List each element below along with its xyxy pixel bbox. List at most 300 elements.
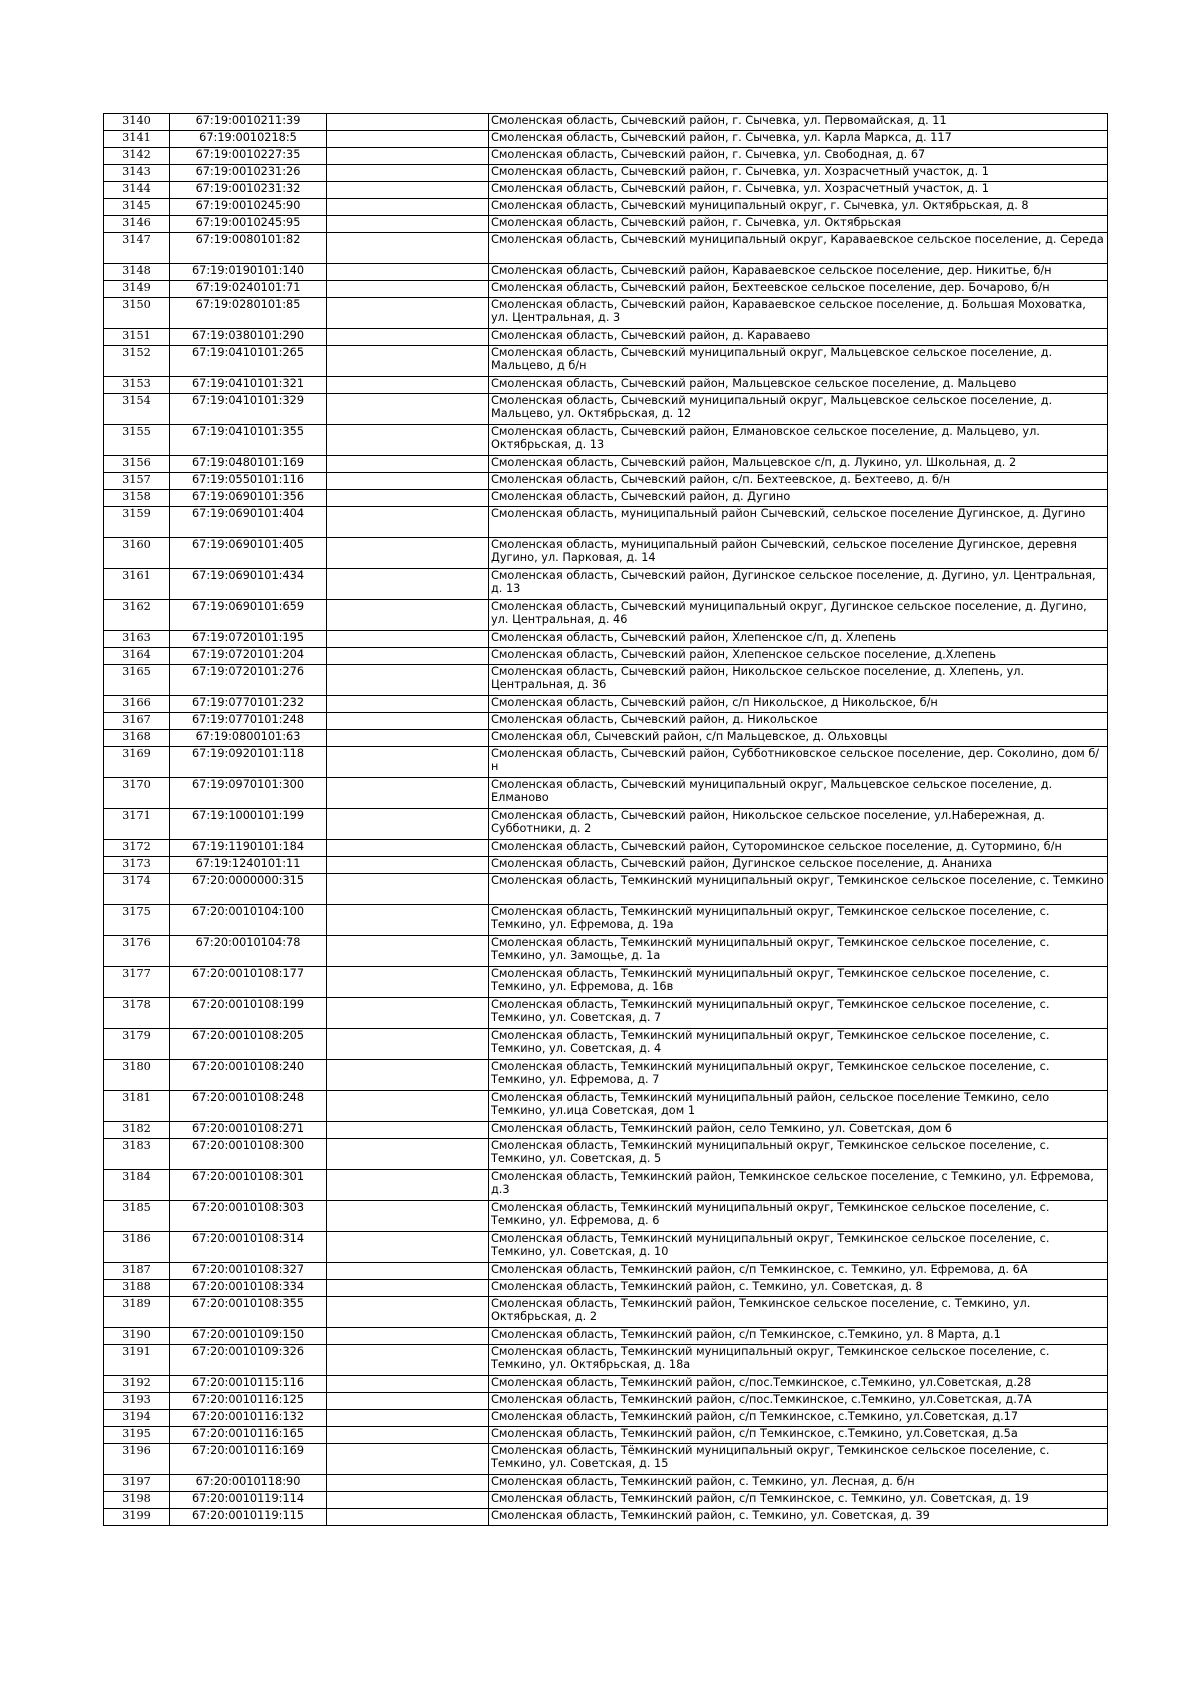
address-cell: Смоленская область, Сычевский район, д. Никольское bbox=[489, 713, 1108, 730]
empty-cell bbox=[327, 233, 489, 264]
address-cell: Смоленская область, Темкинский район, Темкинское сельское поселение, с Темкино, ул. Ефремова, д.3 bbox=[489, 1170, 1108, 1201]
table-row bbox=[104, 967, 1108, 998]
cadastral-number-cell: 67:19:0280101:85 bbox=[170, 298, 327, 329]
empty-cell bbox=[327, 538, 489, 569]
cadastral-number-cell: 67:19:1000101:199 bbox=[170, 809, 327, 840]
address-cell: Смоленская область, Темкинский муниципальный округ, Темкинское сельское поселение, с. Темкино, ул. Советская, д. 10 bbox=[489, 1232, 1108, 1263]
cadastral-number-cell: 67:19:0010245:95 bbox=[170, 216, 327, 233]
address-cell: Смоленская область, Сычевский муниципальный округ, Караваевское сельское поселение, д. Середа bbox=[489, 233, 1108, 264]
empty-cell bbox=[327, 1029, 489, 1060]
row-number-cell: 3165 bbox=[104, 665, 170, 696]
cadastral-number-cell: 67:20:0010108:303 bbox=[170, 1201, 327, 1232]
address-cell: Смоленская область, Сычевский район, Елмановское сельское поселение, д. Мальцево, ул. Октябрьская, д. 13 bbox=[489, 425, 1108, 456]
address-cell: Смоленская область, муниципальный район Сычевский, сельское поселение Дугинское, д. Дугино bbox=[489, 507, 1108, 538]
row-number-cell: 3161 bbox=[104, 569, 170, 600]
empty-cell bbox=[327, 1444, 489, 1475]
empty-cell bbox=[327, 967, 489, 998]
empty-cell bbox=[327, 377, 489, 394]
address-cell: Смоленская область, Сычевский муниципальный округ, г. Сычевка, ул. Октябрьская, д. 8 bbox=[489, 199, 1108, 216]
row-number-cell: 3183 bbox=[104, 1139, 170, 1170]
row-number-cell: 3172 bbox=[104, 840, 170, 857]
table-row bbox=[104, 1263, 1108, 1280]
table-row bbox=[104, 713, 1108, 730]
row-number-cell: 3167 bbox=[104, 713, 170, 730]
cadastral-number-cell: 67:20:0010116:125 bbox=[170, 1393, 327, 1410]
cadastral-number-cell: 67:19:1190101:184 bbox=[170, 840, 327, 857]
row-number-cell: 3177 bbox=[104, 967, 170, 998]
table-row bbox=[104, 809, 1108, 840]
row-number-cell: 3158 bbox=[104, 490, 170, 507]
table-row bbox=[104, 1060, 1108, 1091]
row-number-cell: 3190 bbox=[104, 1328, 170, 1345]
cadastral-number-cell: 67:19:0240101:71 bbox=[170, 281, 327, 298]
row-number-cell: 3199 bbox=[104, 1509, 170, 1526]
address-cell: Смоленская область, Сычевский район, г. Сычевка, ул. Октябрьская bbox=[489, 216, 1108, 233]
table-row bbox=[104, 1122, 1108, 1139]
empty-cell bbox=[327, 1139, 489, 1170]
empty-cell bbox=[327, 1297, 489, 1328]
empty-cell bbox=[327, 730, 489, 747]
cadastral-number-cell: 67:20:0010104:78 bbox=[170, 936, 327, 967]
cadastral-number-cell: 67:20:0010108:205 bbox=[170, 1029, 327, 1060]
address-cell: Смоленская область, Сычевский район, Караваевское сельское поселение, дер. Никитье, б/н bbox=[489, 264, 1108, 281]
row-number-cell: 3197 bbox=[104, 1475, 170, 1492]
empty-cell bbox=[327, 600, 489, 631]
cadastral-number-cell: 67:19:0010227:35 bbox=[170, 148, 327, 165]
empty-cell bbox=[327, 507, 489, 538]
table-row bbox=[104, 1201, 1108, 1232]
row-number-cell: 3186 bbox=[104, 1232, 170, 1263]
cadastral-number-cell: 67:20:0010109:326 bbox=[170, 1345, 327, 1376]
table-row bbox=[104, 1328, 1108, 1345]
address-cell: Смоленская область, Сычевский район, Бехтеевское сельское поселение, дер. Бочарово, б/н bbox=[489, 281, 1108, 298]
cadastral-number-cell: 67:20:0010119:115 bbox=[170, 1509, 327, 1526]
table-row bbox=[104, 507, 1108, 538]
row-number-cell: 3142 bbox=[104, 148, 170, 165]
cadastral-number-cell: 67:20:0010109:150 bbox=[170, 1328, 327, 1345]
cadastral-number-cell: 67:20:0010118:90 bbox=[170, 1475, 327, 1492]
row-number-cell: 3179 bbox=[104, 1029, 170, 1060]
cadastral-number-cell: 67:19:0010231:26 bbox=[170, 165, 327, 182]
address-cell: Смоленская область, Сычевский район, Хлепенское сельское поселение, д.Хлепень bbox=[489, 648, 1108, 665]
cadastral-number-cell: 67:20:0010115:116 bbox=[170, 1376, 327, 1393]
row-number-cell: 3147 bbox=[104, 233, 170, 264]
cadastral-number-cell: 67:19:0010245:90 bbox=[170, 199, 327, 216]
table-row bbox=[104, 490, 1108, 507]
cadastral-number-cell: 67:19:0410101:329 bbox=[170, 394, 327, 425]
row-number-cell: 3168 bbox=[104, 730, 170, 747]
table-row bbox=[104, 1427, 1108, 1444]
table-row bbox=[104, 281, 1108, 298]
table-row bbox=[104, 131, 1108, 148]
empty-cell bbox=[327, 713, 489, 730]
cadastral-number-cell: 67:20:0010108:355 bbox=[170, 1297, 327, 1328]
table-row bbox=[104, 648, 1108, 665]
row-number-cell: 3198 bbox=[104, 1492, 170, 1509]
address-cell: Смоленская область, Сычевский район, г. Сычевка, ул. Свободная, д. 67 bbox=[489, 148, 1108, 165]
row-number-cell: 3178 bbox=[104, 998, 170, 1029]
address-cell: Смоленская область, Сычевский район, Мальцевское с/п, д. Лукино, ул. Школьная, д. 2 bbox=[489, 456, 1108, 473]
empty-cell bbox=[327, 216, 489, 233]
address-cell: Смоленская область, Сычевский район, г. Сычевка, ул. Хозрасчетный участок, д. 1 bbox=[489, 165, 1108, 182]
row-number-cell: 3160 bbox=[104, 538, 170, 569]
row-number-cell: 3140 bbox=[104, 114, 170, 131]
address-cell: Смоленская область, Сычевский муниципальный округ, Мальцевское сельское поселение, д. Мальцево, д б/н bbox=[489, 346, 1108, 377]
cadastral-number-cell: 67:19:0410101:355 bbox=[170, 425, 327, 456]
row-number-cell: 3196 bbox=[104, 1444, 170, 1475]
row-number-cell: 3195 bbox=[104, 1427, 170, 1444]
empty-cell bbox=[327, 456, 489, 473]
row-number-cell: 3152 bbox=[104, 346, 170, 377]
address-cell: Смоленская область, Темкинский район, с/п Темкинское, с.Темкино, ул. 8 Марта, д.1 bbox=[489, 1328, 1108, 1345]
cadastral-number-cell: 67:20:0010119:114 bbox=[170, 1492, 327, 1509]
empty-cell bbox=[327, 1475, 489, 1492]
address-cell: Смоленская область, Темкинский муниципальный округ, Темкинское сельское поселение, с. Темкино, ул. Октябрьская, д. 18а bbox=[489, 1345, 1108, 1376]
empty-cell bbox=[327, 1280, 489, 1297]
address-cell: Смоленская область, Сычевский район, г. Сычевка, ул. Карла Маркса, д. 117 bbox=[489, 131, 1108, 148]
empty-cell bbox=[327, 874, 489, 905]
row-number-cell: 3194 bbox=[104, 1410, 170, 1427]
row-number-cell: 3151 bbox=[104, 329, 170, 346]
row-number-cell: 3150 bbox=[104, 298, 170, 329]
property-registry-table bbox=[103, 113, 1108, 1526]
cadastral-number-cell: 67:19:0770101:232 bbox=[170, 696, 327, 713]
table-row bbox=[104, 199, 1108, 216]
empty-cell bbox=[327, 1427, 489, 1444]
empty-cell bbox=[327, 1060, 489, 1091]
table-row bbox=[104, 298, 1108, 329]
row-number-cell: 3185 bbox=[104, 1201, 170, 1232]
cadastral-number-cell: 67:19:1240101:11 bbox=[170, 857, 327, 874]
address-cell: Смоленская область, Темкинский муниципальный округ, Темкинское сельское поселение, с. Темкино, ул. Советская, д. 5 bbox=[489, 1139, 1108, 1170]
empty-cell bbox=[327, 490, 489, 507]
empty-cell bbox=[327, 148, 489, 165]
address-cell: Смоленская область, Темкинский муниципальный округ, Темкинское сельское поселение, с. Темкино, ул. Замощье, д. 1а bbox=[489, 936, 1108, 967]
address-cell: Смоленская область, Сычевский район, г. Сычевка, ул. Хозрасчетный участок, д. 1 bbox=[489, 182, 1108, 199]
address-cell: Смоленская область, Сычевский район, Хлепенское с/п, д. Хлепень bbox=[489, 631, 1108, 648]
cadastral-number-cell: 67:20:0010108:314 bbox=[170, 1232, 327, 1263]
table-row bbox=[104, 182, 1108, 199]
empty-cell bbox=[327, 346, 489, 377]
table-row bbox=[104, 1475, 1108, 1492]
empty-cell bbox=[327, 631, 489, 648]
cadastral-number-cell: 67:20:0010108:271 bbox=[170, 1122, 327, 1139]
address-cell: Смоленская область, Сычевский муниципальный округ, Мальцевское сельское поселение, д. Мальцево, ул. Октябрьская, д. 12 bbox=[489, 394, 1108, 425]
empty-cell bbox=[327, 1492, 489, 1509]
table-row bbox=[104, 874, 1108, 905]
address-cell: Смоленская область, Темкинский район, с/п Темкинское, с. Темкино, ул. Ефремова, д. 6А bbox=[489, 1263, 1108, 1280]
address-cell: Смоленская область, Сычевский район, д. Караваево bbox=[489, 329, 1108, 346]
table-row bbox=[104, 114, 1108, 131]
table-row bbox=[104, 730, 1108, 747]
table-row bbox=[104, 1091, 1108, 1122]
empty-cell bbox=[327, 264, 489, 281]
address-cell: Смоленская область, Темкинский район, с/пос.Темкинское, с.Темкино, ул.Советская, д.28 bbox=[489, 1376, 1108, 1393]
address-cell: Смоленская область, Темкинский район, с. Темкино, ул. Советская, д. 39 bbox=[489, 1509, 1108, 1526]
row-number-cell: 3144 bbox=[104, 182, 170, 199]
empty-cell bbox=[327, 857, 489, 874]
row-number-cell: 3143 bbox=[104, 165, 170, 182]
cadastral-number-cell: 67:20:0010108:334 bbox=[170, 1280, 327, 1297]
address-cell: Смоленская область, Сычевский район, с/п Никольское, д Никольское, б/н bbox=[489, 696, 1108, 713]
address-cell: Смоленская область, муниципальный район Сычевский, сельское поселение Дугинское, деревня Дугино, ул. Парковая, д. 14 bbox=[489, 538, 1108, 569]
cadastral-number-cell: 67:19:0720101:204 bbox=[170, 648, 327, 665]
address-cell: Смоленская область, Сычевский район, Дугинское сельское поселение, д. Ананиха bbox=[489, 857, 1108, 874]
table-row bbox=[104, 600, 1108, 631]
cadastral-number-cell: 67:19:0920101:118 bbox=[170, 747, 327, 778]
address-cell: Смоленская область, Тёмкинский муниципальный округ, Темкинское сельское поселение, с. Темкино, ул. Советская, д. 15 bbox=[489, 1444, 1108, 1475]
empty-cell bbox=[327, 665, 489, 696]
table-row bbox=[104, 1029, 1108, 1060]
row-number-cell: 3193 bbox=[104, 1393, 170, 1410]
empty-cell bbox=[327, 1376, 489, 1393]
address-cell: Смоленская область, Темкинский район, с/п Темкинское, с.Темкино, ул.Советская, д.17 bbox=[489, 1410, 1108, 1427]
cadastral-number-cell: 67:20:0010108:240 bbox=[170, 1060, 327, 1091]
address-cell: Смоленская область, Темкинский район, село Темкино, ул. Советская, дом 6 bbox=[489, 1122, 1108, 1139]
address-cell: Смоленская область, Сычевский район, с/п. Бехтеевское, д. Бехтеево, д. б/н bbox=[489, 473, 1108, 490]
address-cell: Смоленская область, Сычевский район, г. Сычевка, ул. Первомайская, д. 11 bbox=[489, 114, 1108, 131]
address-cell: Смоленская область, Сычевский район, Никольское сельское поселение, ул.Набережная, д. Субботники, д. 2 bbox=[489, 809, 1108, 840]
empty-cell bbox=[327, 809, 489, 840]
row-number-cell: 3157 bbox=[104, 473, 170, 490]
table-row bbox=[104, 569, 1108, 600]
row-number-cell: 3175 bbox=[104, 905, 170, 936]
row-number-cell: 3184 bbox=[104, 1170, 170, 1201]
address-cell: Смоленская область, Сычевский район, Караваевское сельское поселение, д. Большая Моховатка, ул. Центральная, д. 3 bbox=[489, 298, 1108, 329]
address-cell: Смоленская область, Темкинский район, с/п Темкинское, с.Темкино, ул.Советская, д.5а bbox=[489, 1427, 1108, 1444]
empty-cell bbox=[327, 281, 489, 298]
empty-cell bbox=[327, 165, 489, 182]
row-number-cell: 3181 bbox=[104, 1091, 170, 1122]
row-number-cell: 3153 bbox=[104, 377, 170, 394]
row-number-cell: 3192 bbox=[104, 1376, 170, 1393]
empty-cell bbox=[327, 998, 489, 1029]
table-row bbox=[104, 1232, 1108, 1263]
cadastral-number-cell: 67:19:0690101:404 bbox=[170, 507, 327, 538]
table-row bbox=[104, 840, 1108, 857]
empty-cell bbox=[327, 131, 489, 148]
table-row bbox=[104, 538, 1108, 569]
cadastral-number-cell: 67:19:0800101:63 bbox=[170, 730, 327, 747]
table-row bbox=[104, 456, 1108, 473]
row-number-cell: 3180 bbox=[104, 1060, 170, 1091]
row-number-cell: 3173 bbox=[104, 857, 170, 874]
address-cell: Смоленская обл, Сычевский район, с/п Мальцевское, д. Ольховцы bbox=[489, 730, 1108, 747]
cadastral-number-cell: 67:19:0380101:290 bbox=[170, 329, 327, 346]
empty-cell bbox=[327, 569, 489, 600]
cadastral-number-cell: 67:20:0010108:248 bbox=[170, 1091, 327, 1122]
empty-cell bbox=[327, 298, 489, 329]
row-number-cell: 3148 bbox=[104, 264, 170, 281]
row-number-cell: 3176 bbox=[104, 936, 170, 967]
table-row bbox=[104, 377, 1108, 394]
table-row bbox=[104, 936, 1108, 967]
address-cell: Смоленская область, Сычевский район, Сутороминское сельское поселение, д. Сутормино, б/н bbox=[489, 840, 1108, 857]
table-row bbox=[104, 905, 1108, 936]
table-row bbox=[104, 1509, 1108, 1526]
address-cell: Смоленская область, Сычевский район, Никольское сельское поселение, д. Хлепень, ул. Центральная, д. 36 bbox=[489, 665, 1108, 696]
empty-cell bbox=[327, 1201, 489, 1232]
address-cell: Смоленская область, Сычевский район, Мальцевское сельское поселение, д. Мальцево bbox=[489, 377, 1108, 394]
cadastral-number-cell: 67:20:0000000:315 bbox=[170, 874, 327, 905]
empty-cell bbox=[327, 936, 489, 967]
address-cell: Смоленская область, Сычевский район, Субботниковское сельское поселение, дер. Соколино, дом б/н bbox=[489, 747, 1108, 778]
table-row bbox=[104, 696, 1108, 713]
empty-cell bbox=[327, 1509, 489, 1526]
table-row bbox=[104, 998, 1108, 1029]
row-number-cell: 3141 bbox=[104, 131, 170, 148]
empty-cell bbox=[327, 473, 489, 490]
empty-cell bbox=[327, 394, 489, 425]
row-number-cell: 3155 bbox=[104, 425, 170, 456]
table-row bbox=[104, 778, 1108, 809]
table-row bbox=[104, 1297, 1108, 1328]
row-number-cell: 3169 bbox=[104, 747, 170, 778]
address-cell: Смоленская область, Темкинский муниципальный округ, Темкинское сельское поселение, с. Темкино bbox=[489, 874, 1108, 905]
empty-cell bbox=[327, 425, 489, 456]
cadastral-number-cell: 67:20:0010104:100 bbox=[170, 905, 327, 936]
address-cell: Смоленская область, Сычевский район, д. Дугино bbox=[489, 490, 1108, 507]
address-cell: Смоленская область, Темкинский район, с/пос.Темкинское, с.Темкино, ул.Советская, д.7А bbox=[489, 1393, 1108, 1410]
cadastral-number-cell: 67:20:0010108:327 bbox=[170, 1263, 327, 1280]
cadastral-number-cell: 67:19:0720101:195 bbox=[170, 631, 327, 648]
cadastral-number-cell: 67:19:0080101:82 bbox=[170, 233, 327, 264]
table-row bbox=[104, 1492, 1108, 1509]
table-row bbox=[104, 473, 1108, 490]
cadastral-number-cell: 67:19:0690101:405 bbox=[170, 538, 327, 569]
row-number-cell: 3146 bbox=[104, 216, 170, 233]
cadastral-number-cell: 67:19:0410101:321 bbox=[170, 377, 327, 394]
address-cell: Смоленская область, Темкинский муниципальный округ, Темкинское сельское поселение, с. Темкино, ул. Ефремова, д. 7 bbox=[489, 1060, 1108, 1091]
address-cell: Смоленская область, Темкинский муниципальный округ, Темкинское сельское поселение, с. Темкино, ул. Советская, д. 4 bbox=[489, 1029, 1108, 1060]
empty-cell bbox=[327, 1345, 489, 1376]
cadastral-number-cell: 67:20:0010108:177 bbox=[170, 967, 327, 998]
cadastral-number-cell: 67:19:0010231:32 bbox=[170, 182, 327, 199]
empty-cell bbox=[327, 1170, 489, 1201]
table-row bbox=[104, 1444, 1108, 1475]
empty-cell bbox=[327, 905, 489, 936]
cadastral-number-cell: 67:20:0010116:165 bbox=[170, 1427, 327, 1444]
cadastral-number-cell: 67:19:0010211:39 bbox=[170, 114, 327, 131]
table-row bbox=[104, 233, 1108, 264]
empty-cell bbox=[327, 840, 489, 857]
cadastral-number-cell: 67:19:0690101:659 bbox=[170, 600, 327, 631]
table-row bbox=[104, 1170, 1108, 1201]
empty-cell bbox=[327, 1263, 489, 1280]
empty-cell bbox=[327, 1328, 489, 1345]
row-number-cell: 3189 bbox=[104, 1297, 170, 1328]
table-row bbox=[104, 1376, 1108, 1393]
table-row bbox=[104, 631, 1108, 648]
empty-cell bbox=[327, 747, 489, 778]
empty-cell bbox=[327, 648, 489, 665]
row-number-cell: 3188 bbox=[104, 1280, 170, 1297]
cadastral-number-cell: 67:19:0010218:5 bbox=[170, 131, 327, 148]
row-number-cell: 3182 bbox=[104, 1122, 170, 1139]
table-row bbox=[104, 165, 1108, 182]
empty-cell bbox=[327, 1393, 489, 1410]
table-row bbox=[104, 329, 1108, 346]
cadastral-number-cell: 67:19:0410101:265 bbox=[170, 346, 327, 377]
address-cell: Смоленская область, Сычевский район, Дугинское сельское поселение, д. Дугино, ул. Центральная, д. 13 bbox=[489, 569, 1108, 600]
empty-cell bbox=[327, 182, 489, 199]
empty-cell bbox=[327, 1410, 489, 1427]
row-number-cell: 3164 bbox=[104, 648, 170, 665]
empty-cell bbox=[327, 696, 489, 713]
address-cell: Смоленская область, Темкинский район, с. Темкино, ул. Советская, д. 8 bbox=[489, 1280, 1108, 1297]
table-row bbox=[104, 346, 1108, 377]
row-number-cell: 3154 bbox=[104, 394, 170, 425]
row-number-cell: 3162 bbox=[104, 600, 170, 631]
address-cell: Смоленская область, Темкинский район, Темкинское сельское поселение, с. Темкино, ул. Октябрьская, д. 2 bbox=[489, 1297, 1108, 1328]
empty-cell bbox=[327, 114, 489, 131]
row-number-cell: 3156 bbox=[104, 456, 170, 473]
empty-cell bbox=[327, 1091, 489, 1122]
cadastral-number-cell: 67:20:0010108:300 bbox=[170, 1139, 327, 1170]
row-number-cell: 3149 bbox=[104, 281, 170, 298]
cadastral-number-cell: 67:19:0720101:276 bbox=[170, 665, 327, 696]
table-row bbox=[104, 425, 1108, 456]
address-cell: Смоленская область, Сычевский муниципальный округ, Мальцевское сельское поселение, д. Елманово bbox=[489, 778, 1108, 809]
address-cell: Смоленская область, Темкинский муниципальный округ, Темкинское сельское поселение, с. Темкино, ул. Ефремова, д. 6 bbox=[489, 1201, 1108, 1232]
address-cell: Смоленская область, Темкинский муниципальный округ, Темкинское сельское поселение, с. Темкино, ул. Ефремова, д. 16в bbox=[489, 967, 1108, 998]
empty-cell bbox=[327, 1232, 489, 1263]
cadastral-number-cell: 67:19:0550101:116 bbox=[170, 473, 327, 490]
row-number-cell: 3187 bbox=[104, 1263, 170, 1280]
empty-cell bbox=[327, 329, 489, 346]
row-number-cell: 3191 bbox=[104, 1345, 170, 1376]
cadastral-number-cell: 67:19:0770101:248 bbox=[170, 713, 327, 730]
row-number-cell: 3170 bbox=[104, 778, 170, 809]
cadastral-number-cell: 67:20:0010116:132 bbox=[170, 1410, 327, 1427]
table-row bbox=[104, 1139, 1108, 1170]
table-row bbox=[104, 264, 1108, 281]
address-cell: Смоленская область, Темкинский муниципальный округ, Темкинское сельское поселение, с. Темкино, ул. Ефремова, д. 19а bbox=[489, 905, 1108, 936]
cadastral-number-cell: 67:19:0970101:300 bbox=[170, 778, 327, 809]
table-row bbox=[104, 394, 1108, 425]
table-row bbox=[104, 1393, 1108, 1410]
table-row bbox=[104, 216, 1108, 233]
row-number-cell: 3159 bbox=[104, 507, 170, 538]
table-row bbox=[104, 148, 1108, 165]
row-number-cell: 3145 bbox=[104, 199, 170, 216]
table-row bbox=[104, 1280, 1108, 1297]
row-number-cell: 3166 bbox=[104, 696, 170, 713]
cadastral-number-cell: 67:19:0690101:356 bbox=[170, 490, 327, 507]
cadastral-number-cell: 67:20:0010108:301 bbox=[170, 1170, 327, 1201]
cadastral-number-cell: 67:19:0190101:140 bbox=[170, 264, 327, 281]
address-cell: Смоленская область, Темкинский муниципальный округ, Темкинское сельское поселение, с. Темкино, ул. Советская, д. 7 bbox=[489, 998, 1108, 1029]
empty-cell bbox=[327, 1122, 489, 1139]
registry-body bbox=[104, 114, 1108, 1526]
table-row bbox=[104, 747, 1108, 778]
table-row bbox=[104, 1345, 1108, 1376]
cadastral-number-cell: 67:20:0010116:169 bbox=[170, 1444, 327, 1475]
address-cell: Смоленская область, Темкинский муниципальный район, сельское поселение Темкино, село Темкино, ул.ица Советская, дом 1 bbox=[489, 1091, 1108, 1122]
row-number-cell: 3163 bbox=[104, 631, 170, 648]
address-cell: Смоленская область, Темкинский район, с. Темкино, ул. Лесная, д. б/н bbox=[489, 1475, 1108, 1492]
cadastral-number-cell: 67:19:0480101:169 bbox=[170, 456, 327, 473]
cadastral-number-cell: 67:19:0690101:434 bbox=[170, 569, 327, 600]
table-row bbox=[104, 857, 1108, 874]
empty-cell bbox=[327, 199, 489, 216]
cadastral-number-cell: 67:20:0010108:199 bbox=[170, 998, 327, 1029]
row-number-cell: 3171 bbox=[104, 809, 170, 840]
row-number-cell: 3174 bbox=[104, 874, 170, 905]
table-row bbox=[104, 665, 1108, 696]
table-row bbox=[104, 1410, 1108, 1427]
address-cell: Смоленская область, Сычевский муниципальный округ, Дугинское сельское поселение, д. Дугино, ул. Центральная, д. 46 bbox=[489, 600, 1108, 631]
